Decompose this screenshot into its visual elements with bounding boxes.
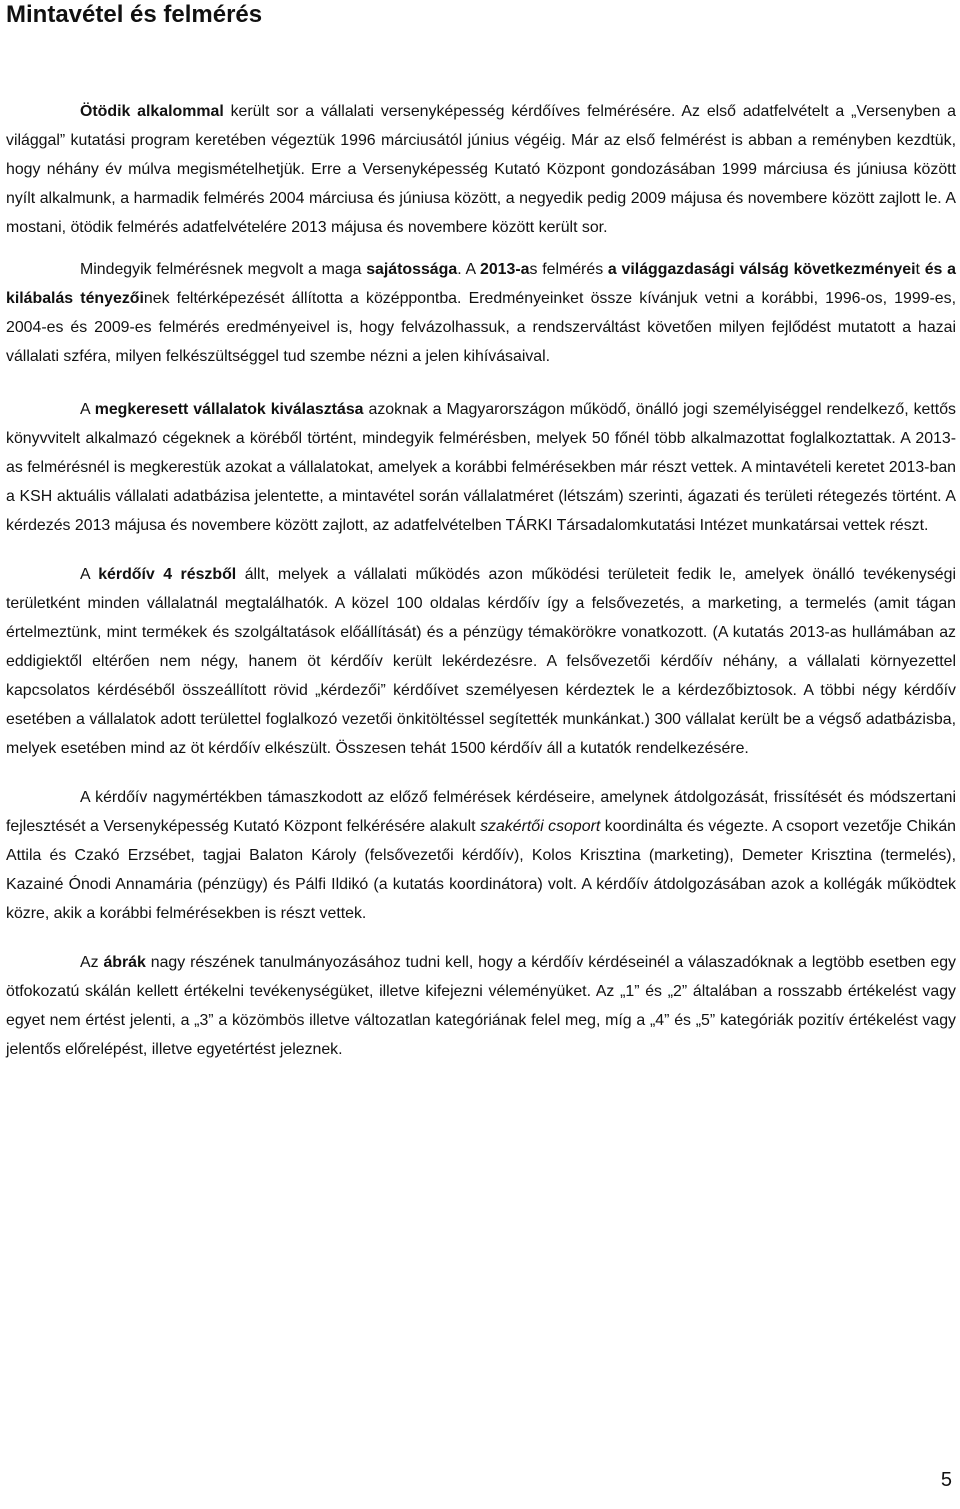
text-segment: t <box>915 261 925 278</box>
text-segment: megkeresett vállalatok kiválasztása <box>94 401 364 418</box>
paragraph-sampling <box>6 395 956 540</box>
page-number: 5 <box>940 1469 952 1491</box>
page-title: Mintavétel és felmérés <box>6 1 263 28</box>
text-segment: ábrák <box>103 954 146 971</box>
text-segment: és a kilábalás tényezői <box>6 261 956 307</box>
text-segment: nek feltérképezését állította a középpontba. Eredményeinket össze kívánjuk vetni a korábbi, 1996-os, 1999-es, 2004-es és 2009-es felmérés eredményeivel is, hogy felvázolhassuk, a rendszerváltást követően milyen fejlődést mutatott a hazai vállalati szféra, milyen felkészültséggel tud szembe nézni a jelen kihívásaival. <box>6 290 956 365</box>
text-segment: állt, melyek a vállalati működés azon működési területeit fedik le, amelyek önálló tevékenységi területként minden vállalatnál megtalálhatók. A közel 100 oldalas kérdőív így a felsővezetés, a marketing, a termelés (amit tágan értelmeztünk, mint termékek és szolgáltatások előállítását) és a pénzügy témakörökre vonatkozott. (A kutatás 2013-as hullámában az eddigiektől eltérően nem négy, hanem öt kérdőív került lekérdezésre. A felsővezetői kérdőív néhány, a vállalati környezettel kapcsolatos kérdéséből összeállított rövid „kérdezői” kérdőívet személyesen kérdeztek le a kérdezőbiztosok. A többi négy kérdőív esetében a vállalatok adott területtel foglalkozó vezetői önkitöltéssel segítették munkánkat.) 300 vállalat került be a végső adatbázisba, melyek esetében mind az öt kérdőív elkészült. Összesen tehát 1500 kérdőív áll a kutatók rendelkezésére. <box>6 566 957 757</box>
text-segment: nagy részének tanulmányozásához tudni kell, hogy a kérdőív kérdéseinél a válaszadóknak a legtöbb esetben egy ötfokozatú skálán kellett értékelni tevékenységüket, illetve kifejezni véleményüket. Az „1” és „2” általában a rosszabb értékelést vagy egyet nem értést jelenti, a „3” a közömbös illetve változatlan kategóriának felel meg, míg a „4” és „5” kategóriák pozitív értékelést vagy jelentős előrelépést, illetve egyetértést jeleznek. <box>6 954 956 1058</box>
text-segment: azoknak a Magyarországon működő, önálló jogi személyiséggel rendelkező, kettős könyvvitelt alkalmazó cégeknek a köréből történt, mindegyik felmérésben, melyek 50 főnél több alkalmazottat foglalkoztattak. A 2013-as felmérésnél is megkerestük azokat a vállalatokat, amelyek a korábbi felmérésekben már részt vettek. A mintavételi keretet 2013-ban a KSH aktuális vállalati adatbázisa jelentette, a mintavétel során vállalatméret (létszám) szerinti, ágazati és területi rétegezés történt. A kérdezés 2013 májusa és novembere között zajlott, az adatfelvételben TÁRKI Társadalomkutatási Intézet munkatársai vettek részt. <box>6 401 956 534</box>
text-segment: a világgazdasági válság következményei <box>607 261 916 278</box>
text-segment: A kérdőív nagymértékben támaszkodott az előző felmérések kérdéseire, amelynek átdolgozását, frissítését és módszertani fejlesztését a Versenyképesség Kutató Központ felkérésére alakult <box>6 789 956 835</box>
document-body <box>6 97 956 1064</box>
text-segment: Ötödik alkalommal <box>80 103 224 120</box>
text-segment: s felmérés <box>529 261 608 278</box>
text-segment: Mindegyik felmérésnek megvolt a maga <box>80 261 367 278</box>
text-segment: Az <box>80 954 104 971</box>
text-segment: A <box>80 401 95 418</box>
text-segment: sajátossága <box>366 261 458 278</box>
paragraph-history <box>6 97 956 242</box>
text-segment: 2013-a <box>480 261 530 278</box>
text-segment: szakértői csoport <box>480 818 601 835</box>
paragraph-figures <box>6 948 956 1064</box>
paragraph-questionnaire <box>6 560 956 763</box>
text-segment: került sor a vállalati versenyképesség kérdőíves felmérésére. Az első adatfelvételt a „Versenyben a világgal” kutatási program keretében végeztük 1996 márciusától június végéig. Már az első felmérést is abban a reményben kezdtük, hogy néhány év múlva megismételhetjük. Erre a Versenyképesség Kutató Központ gondozásában 1999 márciusa és júniusa között nyílt alkalmunk, a harmadik felmérés 2004 márciusa és júniusa között, a negyedik pedig 2009 májusa és novembere között zajlott le. A mostani, ötödik felmérés adatfelvételére 2013 májusa és novembere között került sor. <box>6 103 957 236</box>
paragraph-expert-group <box>6 783 956 928</box>
paragraph-characteristics <box>6 255 956 371</box>
text-segment: A <box>80 566 99 583</box>
text-segment: koordinálta és végezte. A csoport vezetője Chikán Attila és Czakó Erzsébet, tagjai Balaton Károly (felsővezetői kérdőív), Kolos Krisztina (marketing), Demeter Krisztina (termelés), Kazainé Ónodi Annamária (pénzügy) és Pálfi Ildikó (a kutatás koordinátora) volt. A kérdőív átdolgozásában azok a kollégák működtek közre, akik a korábbi felmérésekben is részt vettek. <box>6 818 956 922</box>
text-segment: kérdőív 4 részből <box>98 566 237 583</box>
text-segment: . A <box>457 261 480 278</box>
